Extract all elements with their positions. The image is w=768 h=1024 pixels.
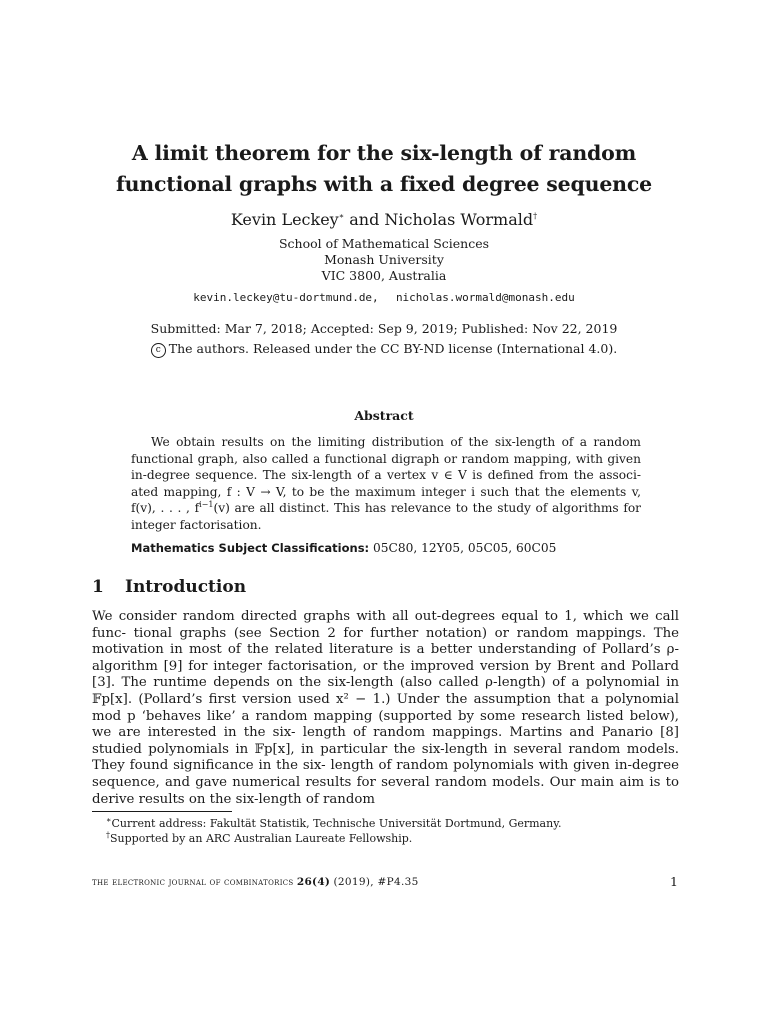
text-line: for several random models. Our main aim is to derive results on the six-length of random <box>92 774 679 807</box>
text-line: particular the six-length in several random models. They found significance in the six- <box>92 741 680 774</box>
footnote-text: Supported by an ARC Australian Laureate Fellowship. <box>110 832 413 845</box>
author-connector: and <box>344 210 385 229</box>
email-link[interactable]: kevin.leckey@tu-dortmund.de, <box>193 291 379 304</box>
author-list <box>90 210 678 230</box>
abstract-line: functional graph, also called a functional digraph or random mapping, with given <box>131 451 641 466</box>
submission-dates: Submitted: Mar 7, 2018; Accepted: Sep 9, 2019; Published: Nov 22, 2019 <box>150 321 618 336</box>
affiliation-line: Monash University <box>324 252 444 267</box>
text-line: for integer factorisation, or the improved version by Brent and Pollard [3]. The runtime <box>92 658 679 691</box>
section-title: Introduction <box>125 577 247 597</box>
text-line: length of random mappings. Martins and Panario [8] studied polynomials in 𝔽p[x], in <box>92 725 679 757</box>
author-name: Nicholas Wormald <box>384 210 534 229</box>
abstract-heading: Abstract <box>354 408 414 423</box>
abstract-line: in-degree sequence. The six-length of a vertex v ∈ V is defined from the associ- <box>131 468 641 482</box>
journal-name: the electronic journal of combinatorics <box>92 877 294 888</box>
exponent: i−1 <box>199 499 214 509</box>
text-line: We consider random directed graphs with all out-degrees equal to 1, which we call func- <box>92 609 679 641</box>
paper-title <box>90 138 678 200</box>
text-line: in most of the related literature is a better understanding of Pollard’s ρ-algorithm [9] <box>92 642 679 674</box>
author-name: Kevin Leckey <box>230 210 339 229</box>
text-line: version used x² − 1.) Under the assumption that a polynomial mod p ‘behaves like’ a <box>92 691 679 724</box>
affiliation-line: School of Mathematical Sciences <box>278 236 490 251</box>
copyright-icon: c <box>151 343 166 358</box>
abstract-line: (v) are all distinct. This has relevance to the study of algorithms <box>213 501 619 515</box>
journal-volume: 26(4) <box>296 876 331 888</box>
page-number: 1 <box>670 874 678 889</box>
title-line-2: functional graphs with a fixed degree sequence <box>115 172 653 196</box>
abstract-line: for integer factorisation. <box>131 501 641 532</box>
subject-classifications <box>131 540 641 556</box>
journal-footer <box>92 876 419 888</box>
affiliation <box>90 236 678 284</box>
license-line <box>90 340 678 358</box>
intro-paragraph <box>92 609 679 808</box>
footnote <box>106 816 676 831</box>
abstract-line: We obtain results on the limiting distribution of the six-length of a random <box>151 435 641 449</box>
journal-issue: (2019), #P4.35 <box>333 876 419 888</box>
section-heading <box>92 577 246 597</box>
msc-label: Mathematics Subject Classifications: <box>131 541 370 555</box>
affiliation-line: VIC 3800, Australia <box>321 268 447 283</box>
text-line: depends on the six-length (also called ρ-length) of a polynomial in 𝔽p[x]. (Pollard’s first <box>92 675 680 707</box>
abstract-body <box>131 434 641 533</box>
text-line: tional graphs (see Section 2 for further notation) or random mappings. The motivation <box>92 625 680 658</box>
email-link[interactable]: nicholas.wormald@monash.edu <box>395 291 575 304</box>
footnote-mark: † <box>106 830 110 840</box>
footnotes <box>106 816 676 846</box>
footnote-mark: ∗ <box>338 211 345 221</box>
text-line: length of random polynomials with given in-degree sequence, and gave numerical results <box>92 758 680 790</box>
introduction-text <box>92 609 679 808</box>
abstract-line: v, f(v), . . . , f <box>131 484 642 515</box>
license-text: The authors. Released under the CC BY-ND license (International 4.0). <box>168 341 618 356</box>
abstract-line: ated mapping, f : V → V, to be the maximum integer i such that the elements <box>131 484 627 499</box>
text-line: random mapping (supported by some research listed below), we are interested in the six- <box>92 708 680 741</box>
footnote-mark: ∗ <box>106 815 112 825</box>
footnote-text: Current address: Fakultät Statistik, Technische Universität Dortmund, Germany. <box>111 817 562 830</box>
msc-codes: 05C80, 12Y05, 05C05, 60C05 <box>373 541 557 555</box>
footnote-mark: † <box>533 211 538 221</box>
author-emails <box>90 290 678 306</box>
section-number: 1 <box>92 577 104 597</box>
footnote-divider <box>92 811 232 812</box>
abstract-paragraph <box>131 434 641 533</box>
footnote <box>106 831 676 846</box>
title-line-1: A limit theorem for the six-length of random <box>131 141 637 165</box>
